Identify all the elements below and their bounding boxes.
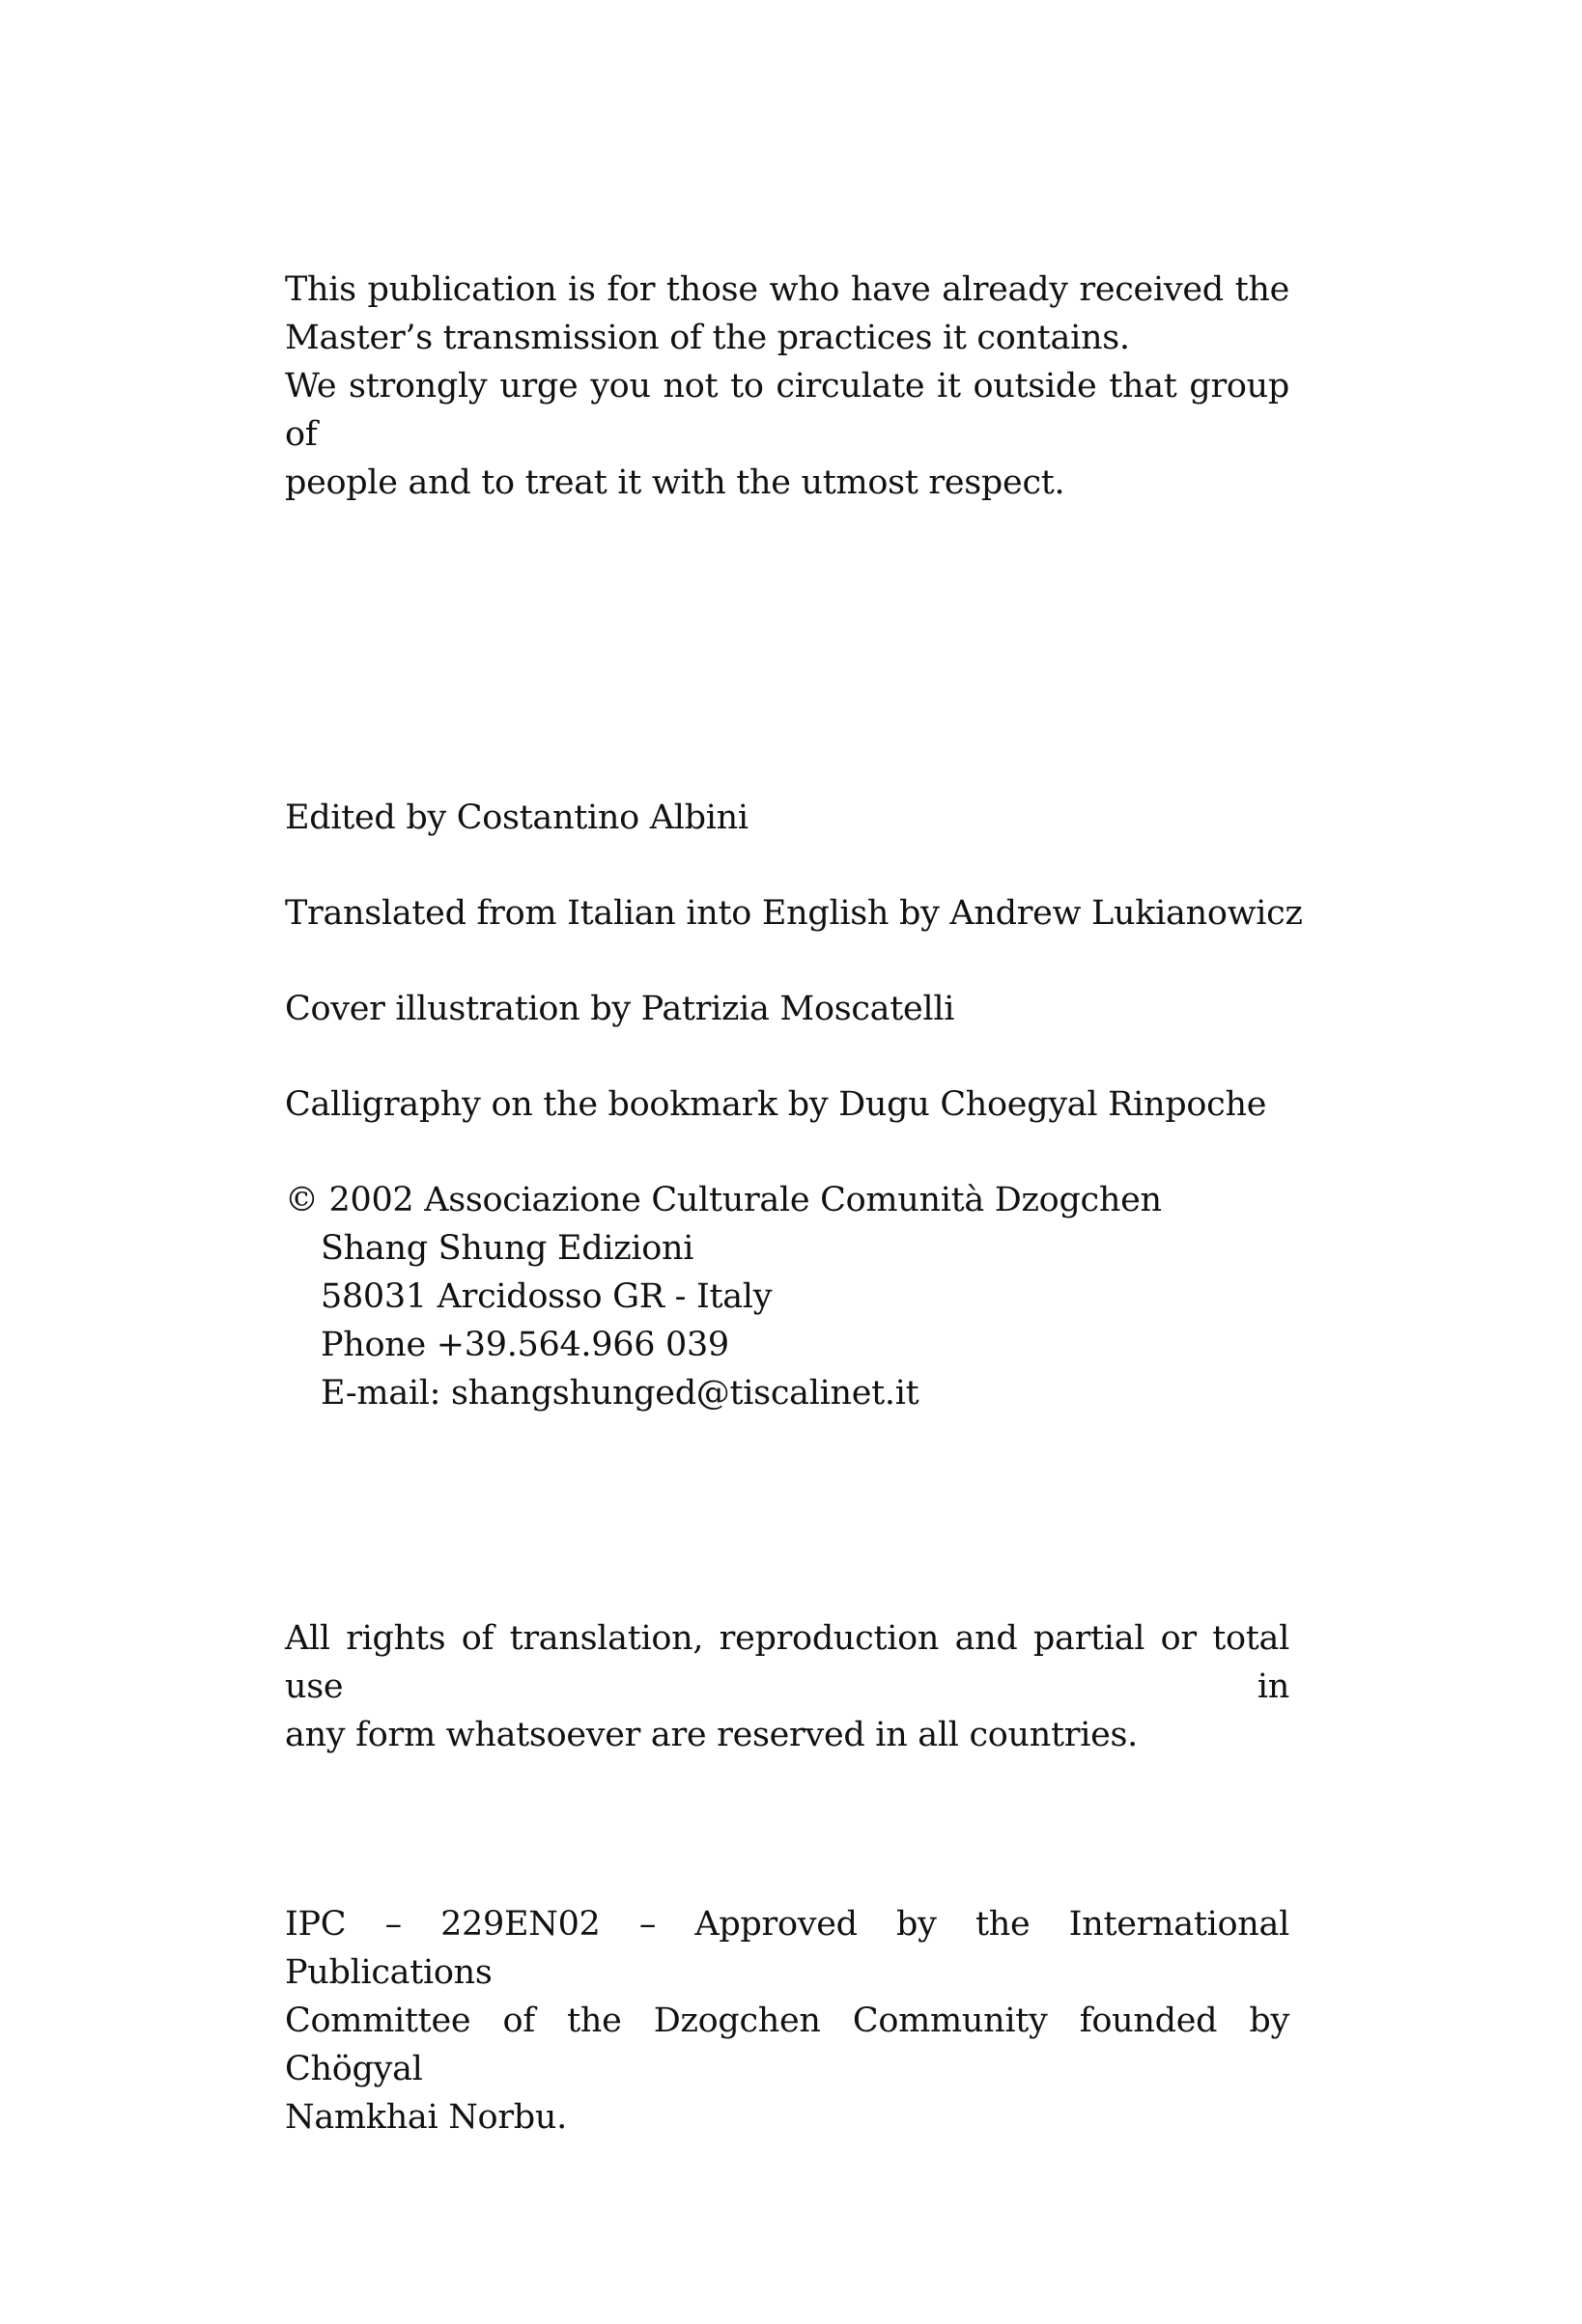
credits-section (285, 794, 1303, 1129)
copyright-line: © 2002 Associazione Culturale Comunità Dzogchen (285, 1181, 1162, 1219)
rights-line: All rights of translation, reproduction and partial or total use in (285, 1619, 1289, 1706)
translator-credit: Translated from Italian into English by Andrew Lukianowicz (285, 894, 1303, 933)
publisher-email: E-mail: shangshunged@tiscalinet.it (321, 1374, 919, 1413)
publisher-name: Shang Shung Edizioni (321, 1229, 694, 1268)
notice-line: We strongly urge you not to circulate it outside that group of (285, 367, 1289, 454)
ipc-approval (285, 1900, 1289, 2142)
calligraphy-credit: Calligraphy on the bookmark by Dugu Choegyal Rinpoche (285, 1085, 1267, 1124)
transmission-notice (285, 266, 1289, 507)
copyright-section (285, 1176, 1289, 1417)
rights-line: any form whatsoever are reserved in all countries. (285, 1716, 1138, 1754)
ipc-line: Namkhai Norbu. (285, 2098, 567, 2137)
publisher-phone: Phone +39.564.966 039 (321, 1326, 729, 1364)
notice-line: Master’s transmission of the practices it contains. (285, 319, 1130, 357)
notice-line: people and to treat it with the utmost respect. (285, 463, 1065, 502)
ipc-line: IPC – 229EN02 – Approved by the International Publications (285, 1905, 1289, 1992)
notice-line: This publication is for those who have already received the (285, 270, 1289, 309)
editor-credit: Edited by Costantino Albini (285, 798, 749, 837)
cover-credit: Cover illustration by Patrizia Moscatelli (285, 990, 955, 1028)
rights-notice (285, 1614, 1289, 1759)
ipc-line: Committee of the Dzogchen Community founded by Chögyal (285, 2002, 1289, 2088)
publisher-address: 58031 Arcidosso GR - Italy (321, 1277, 773, 1316)
